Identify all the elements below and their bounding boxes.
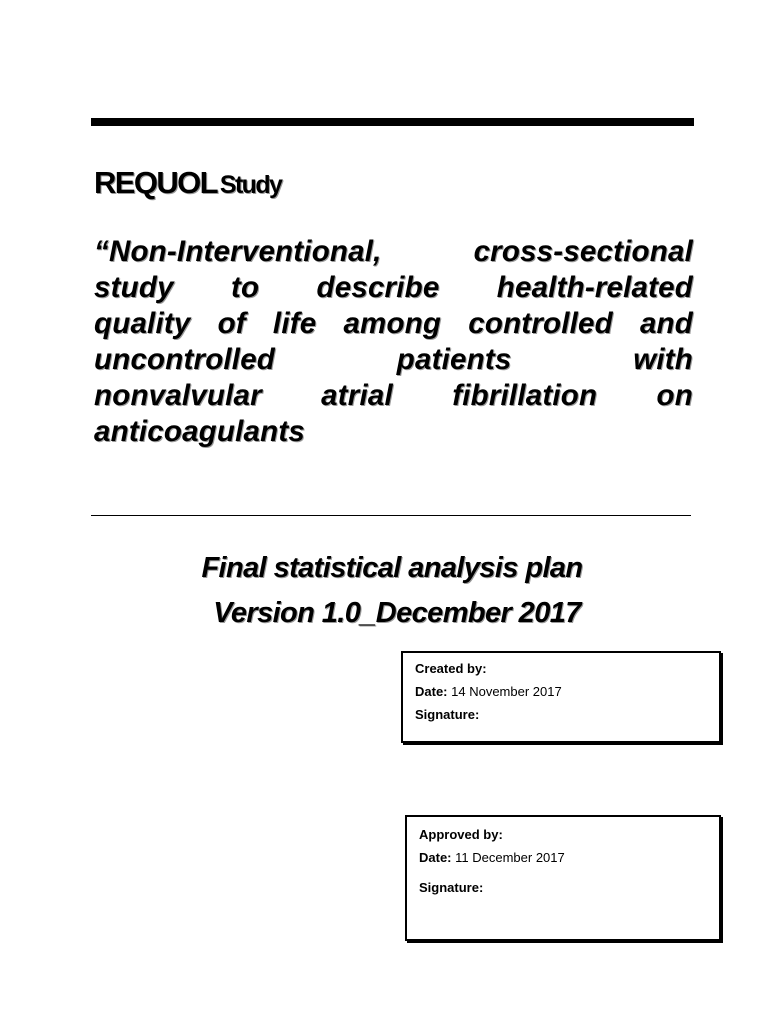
plan-title: Final statistical analysis plan	[201, 552, 583, 584]
approved-date-value: 11 December 2017	[455, 850, 565, 865]
approved-signature-label: Signature:	[419, 880, 484, 895]
study-title	[94, 165, 281, 201]
approved-by-box	[405, 815, 721, 941]
created-date-label: Date:	[415, 684, 448, 699]
long-title-line: study to describe health-related	[94, 271, 693, 304]
study-acronym: REQUOL	[94, 165, 218, 200]
created-by-label: Created by:	[415, 661, 487, 676]
created-by-box	[401, 651, 721, 743]
study-long-title	[94, 234, 693, 450]
approved-by-label: Approved by:	[419, 827, 503, 842]
long-title-line: anticoagulants	[94, 415, 305, 448]
section-divider	[91, 515, 691, 516]
long-title-line: quality of life among controlled and	[94, 307, 693, 340]
approved-date-label: Date:	[419, 850, 452, 865]
long-title-line: uncontrolled patients with	[94, 343, 693, 376]
study-label: Study	[219, 171, 282, 199]
plan-version: Version 1.0_December 2017	[213, 597, 581, 629]
long-title-line: nonvalvular atrial fibrillation on	[94, 379, 693, 412]
top-rule	[91, 118, 694, 126]
plan-title-block	[0, 546, 770, 636]
created-date-value: 14 November 2017	[451, 684, 562, 699]
created-signature-label: Signature:	[415, 707, 480, 722]
long-title-line: “Non-Interventional, cross-sectional	[94, 235, 693, 268]
